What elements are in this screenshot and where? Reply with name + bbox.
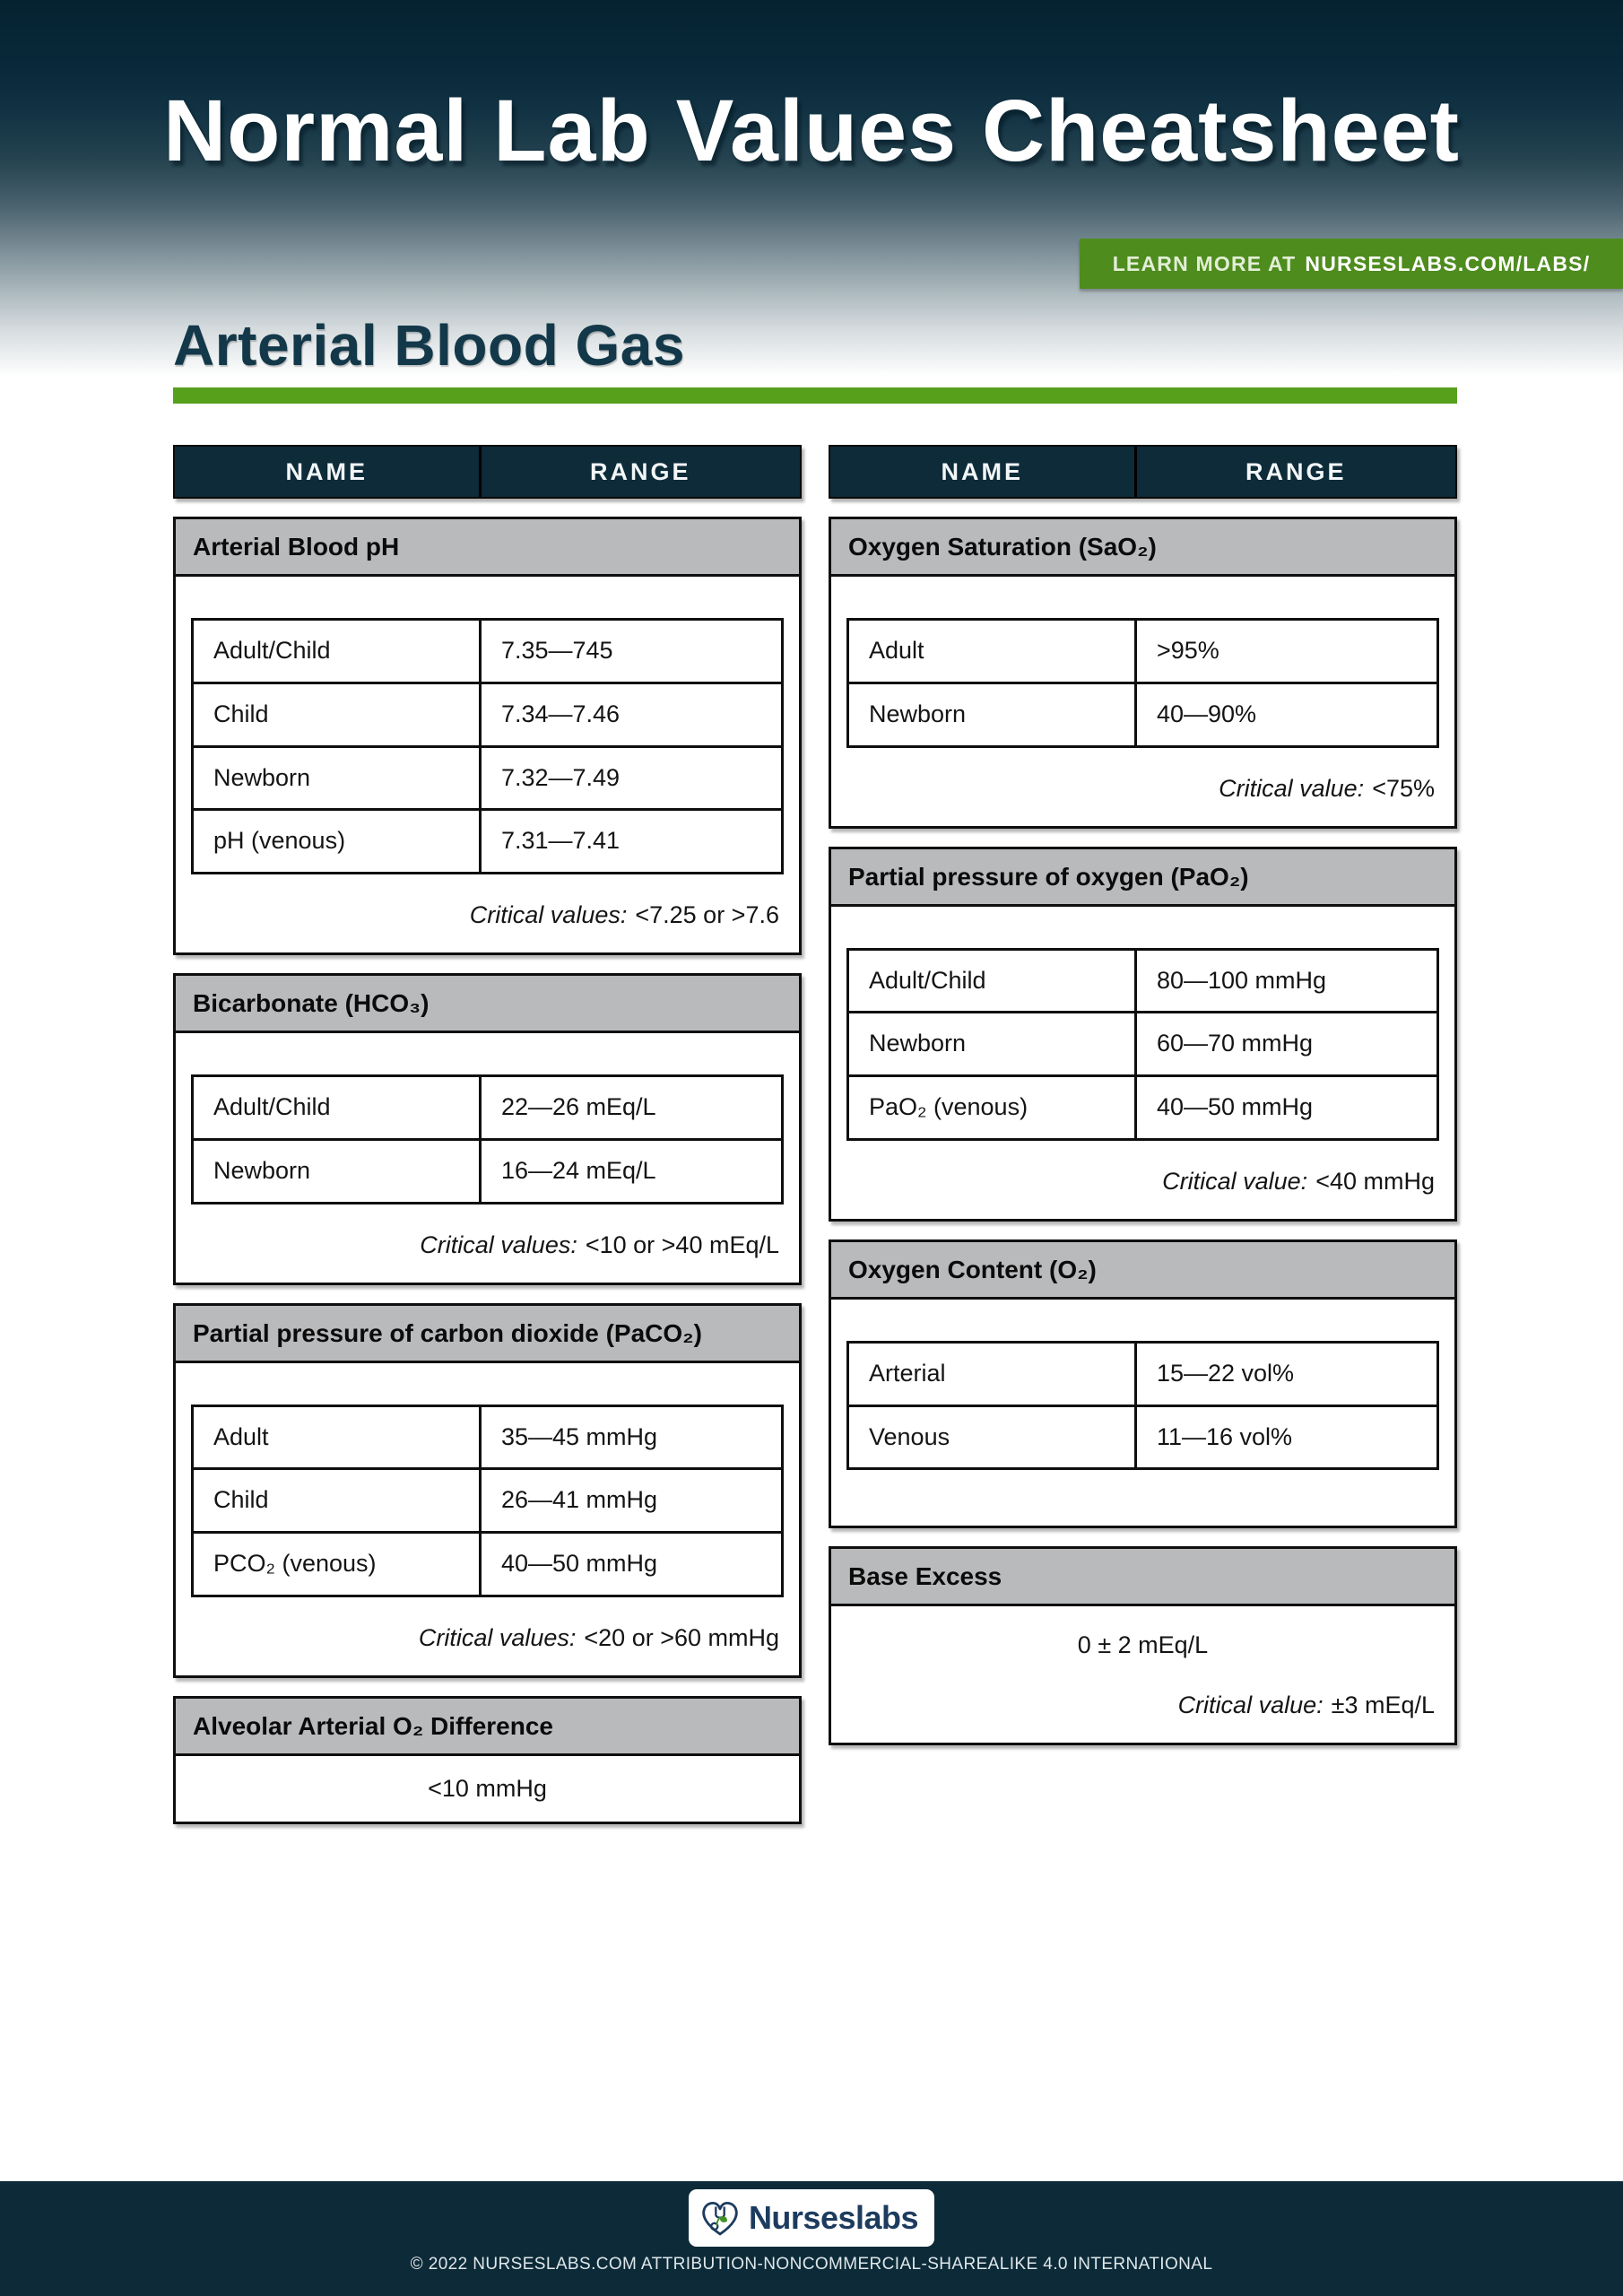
row-range: 40—90%	[1156, 700, 1257, 727]
critical-label: Critical values:	[418, 1623, 577, 1651]
row-range: 60—70 mmHg	[1156, 1030, 1314, 1057]
row-name: Adult/Child	[194, 1077, 482, 1138]
page-title: Normal Lab Values Cheatsheet	[163, 82, 1460, 179]
column-right-header	[829, 445, 1457, 499]
section-oxygen-content	[829, 1239, 1457, 1529]
table-row	[849, 621, 1436, 684]
critical-label: Critical value:	[1219, 774, 1365, 802]
section-bar-title: Partial pressure of oxygen (PaO₂)	[831, 849, 1454, 907]
copyright-text: © 2022 NURSESLABS.COM ATTRIBUTION-NONCOMMERCIAL-SHAREALIKE 4.0 INTERNATIONAL	[410, 2255, 1213, 2274]
section-base-excess	[829, 1546, 1457, 1745]
section-paco2	[173, 1303, 802, 1678]
critical-values-note	[831, 1141, 1454, 1219]
row-name: PCO₂ (venous)	[194, 1534, 482, 1595]
table-row	[194, 1470, 781, 1534]
row-range: 40—50 mmHg	[1156, 1093, 1314, 1120]
row-name: Adult	[849, 621, 1137, 682]
critical-label: Critical values:	[469, 901, 628, 928]
section-bar-title: Bicarbonate (HCO₃)	[176, 976, 799, 1033]
learn-more-prefix: LEARN MORE AT	[1112, 251, 1297, 275]
section-bar-title: Oxygen Saturation (SaO₂)	[831, 519, 1454, 577]
table-row	[194, 684, 781, 748]
table-row	[849, 684, 1436, 745]
nurseslabs-logo	[689, 2189, 934, 2247]
section-alveolar-arterial-o2	[173, 1696, 802, 1824]
lab-table	[191, 618, 784, 874]
heart-stethoscope-icon	[698, 2196, 742, 2240]
table-row	[194, 621, 781, 684]
section-bar-title: Base Excess	[831, 1549, 1454, 1606]
critical-values-note	[831, 748, 1454, 826]
critical-value: <10 or >40 mEq/L	[585, 1231, 779, 1258]
table-row	[194, 1407, 781, 1471]
section-pao2	[829, 847, 1457, 1222]
row-name: Child	[194, 684, 482, 745]
section-bar-title: Oxygen Content (O₂)	[831, 1242, 1454, 1300]
critical-value: <75%	[1372, 774, 1435, 802]
row-range: 7.35—745	[500, 637, 613, 664]
row-name: Newborn	[849, 684, 1137, 745]
logo-text: Nurseslabs	[748, 2199, 919, 2236]
row-range: 15—22 vol%	[1156, 1359, 1295, 1387]
column-left-header	[173, 445, 802, 499]
row-range: 7.34—7.46	[500, 700, 621, 727]
critical-values-note	[176, 1597, 799, 1675]
lab-table	[191, 1074, 784, 1205]
table-row	[194, 811, 781, 872]
section-oxygen-saturation	[829, 517, 1457, 829]
critical-value: ±3 mEq/L	[1331, 1692, 1435, 1719]
table-row	[194, 1077, 781, 1141]
header-name-label: NAME	[175, 447, 482, 497]
critical-value: <40 mmHg	[1315, 1167, 1435, 1195]
learn-more-link[interactable]: NURSESLABS.COM/LABS/	[1305, 251, 1591, 275]
critical-value: <7.25 or >7.6	[635, 901, 779, 928]
header-range-label: RANGE	[1245, 457, 1347, 485]
accent-rule	[173, 387, 1457, 404]
column-left	[173, 445, 802, 1824]
header-name-label: NAME	[830, 447, 1137, 497]
lab-table	[846, 1341, 1439, 1471]
section-bar-title: Alveolar Arterial O₂ Difference	[176, 1699, 799, 1756]
lab-table	[846, 948, 1439, 1141]
single-value: 0 ± 2 mEq/L	[1077, 1631, 1209, 1659]
lab-table	[191, 1405, 784, 1597]
table-row	[849, 1344, 1436, 1407]
critical-values-note	[176, 874, 799, 952]
row-range: 40—50 mmHg	[500, 1550, 658, 1577]
row-name: Child	[194, 1470, 482, 1531]
column-right	[829, 445, 1457, 1824]
table-row	[194, 748, 781, 812]
single-value: <10 mmHg	[428, 1774, 547, 1802]
row-range: >95%	[1156, 637, 1219, 664]
row-name: Adult/Child	[194, 621, 482, 682]
table-row	[849, 1077, 1436, 1138]
critical-values-note	[831, 1665, 1454, 1743]
row-range: 26—41 mmHg	[500, 1486, 658, 1514]
lab-table	[846, 618, 1439, 748]
critical-label: Critical value:	[1162, 1167, 1308, 1195]
section-bar-title: Arterial Blood pH	[176, 519, 799, 577]
section-arterial-blood-ph	[173, 517, 802, 955]
row-name: pH (venous)	[194, 811, 482, 872]
table-row	[849, 951, 1436, 1014]
row-range: 16—24 mEq/L	[500, 1156, 656, 1184]
row-name: Newborn	[849, 1013, 1137, 1074]
row-range: 11—16 vol%	[1156, 1422, 1293, 1450]
row-name: Adult	[194, 1407, 482, 1468]
table-row	[194, 1534, 781, 1595]
learn-more-banner[interactable]	[1080, 239, 1623, 289]
row-name: Adult/Child	[849, 951, 1137, 1012]
section-heading: Arterial Blood Gas	[173, 313, 685, 378]
section-bicarbonate	[173, 973, 802, 1285]
section-bar-title: Partial pressure of carbon dioxide (PaCO₂)	[176, 1306, 799, 1363]
row-name: PaO₂ (venous)	[849, 1077, 1137, 1138]
table-row	[194, 1141, 781, 1202]
row-range: 7.32—7.49	[500, 763, 621, 791]
critical-label: Critical value:	[1177, 1692, 1324, 1719]
row-name: Arterial	[849, 1344, 1137, 1405]
row-range: 22—26 mEq/L	[500, 1093, 656, 1120]
row-range: 80—100 mmHg	[1156, 966, 1327, 994]
critical-values-note	[176, 1205, 799, 1283]
header-range-label: RANGE	[589, 457, 691, 485]
critical-value: <20 or >60 mmHg	[584, 1623, 779, 1651]
table-row	[849, 1407, 1436, 1468]
row-range: 35—45 mmHg	[500, 1422, 658, 1450]
row-range: 7.31—7.41	[500, 827, 621, 855]
row-name: Newborn	[194, 748, 482, 809]
table-row	[849, 1013, 1436, 1077]
footer	[0, 2181, 1623, 2296]
row-name: Newborn	[194, 1141, 482, 1202]
content-area	[0, 312, 1623, 1824]
table-columns	[173, 445, 1457, 1824]
row-name: Venous	[849, 1407, 1137, 1468]
critical-label: Critical values:	[420, 1231, 577, 1258]
